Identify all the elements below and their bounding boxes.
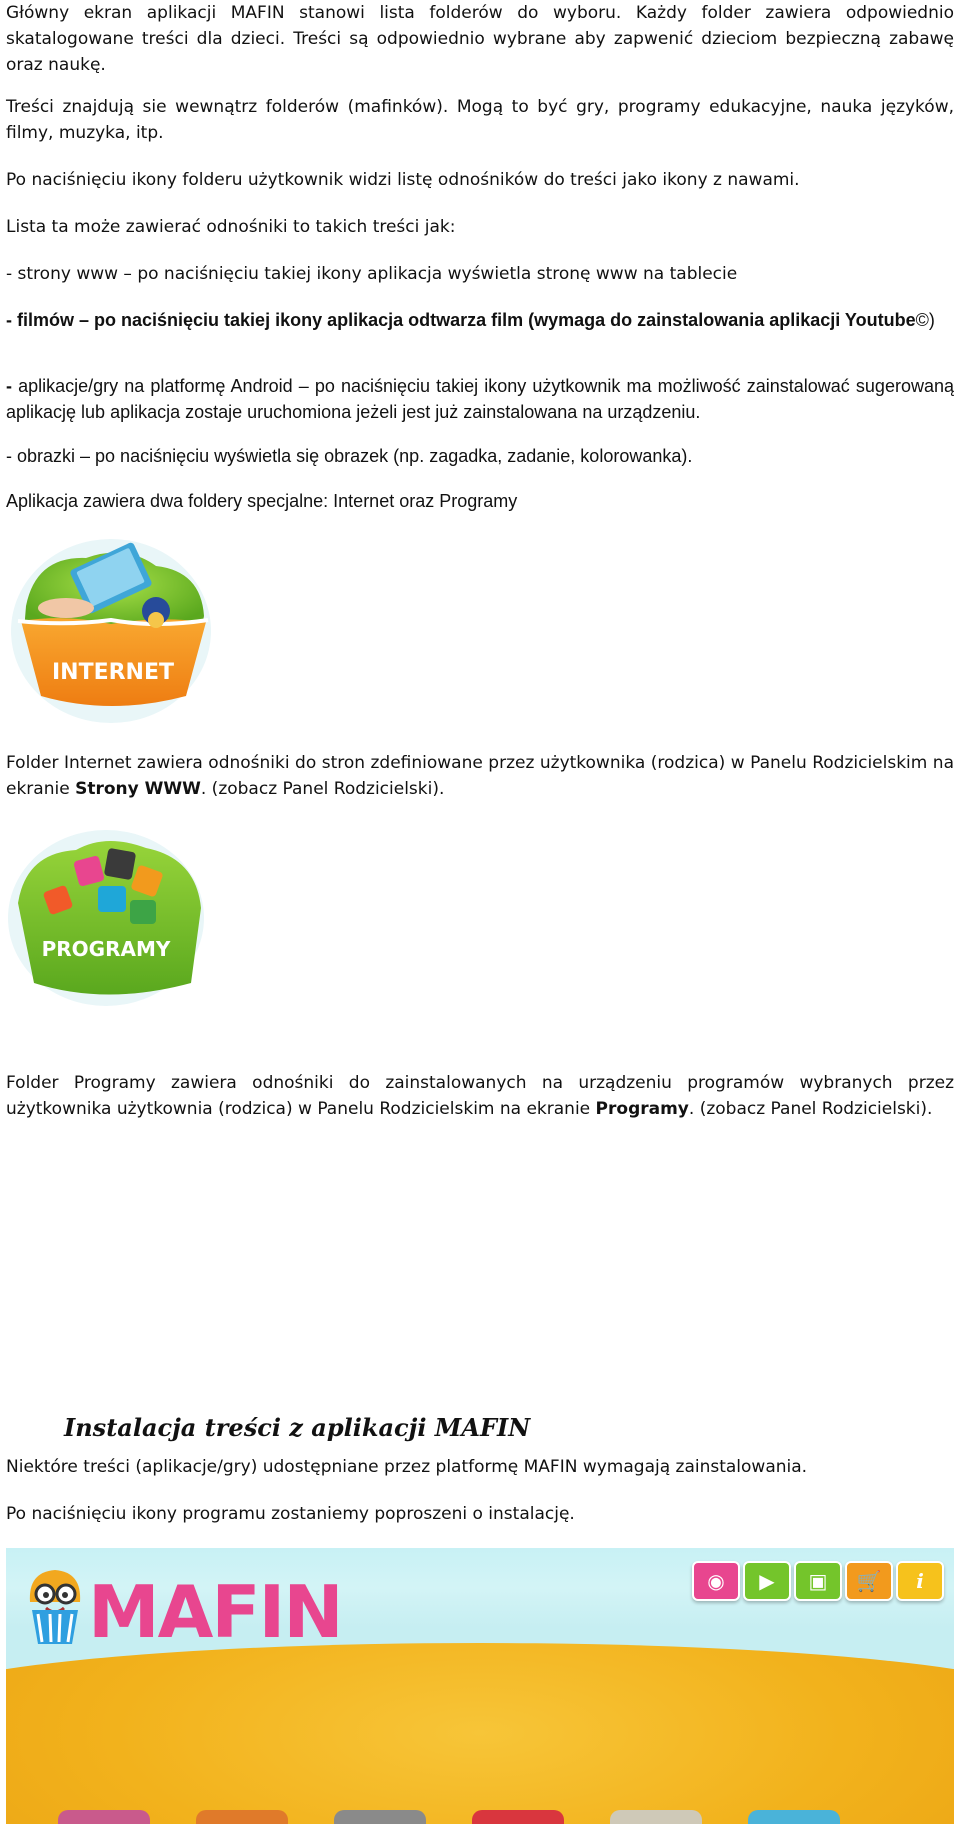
list-item-www: - strony www – po naciśnięciu takiej ikony aplikacja wyświetla stronę www na tablecie [6,264,738,284]
folder-tile[interactable] [58,1810,150,1824]
mafin-app-screenshot [6,1548,954,1824]
list-item-images: - obrazki – po naciśnięciu wyświetla się obrazek (np. zagadka, zadanie, kolorowanka). [6,446,693,466]
svg-text:PROGRAMY: PROGRAMY [41,937,171,961]
camera-icon: ◉ [707,1569,725,1593]
svg-text:INTERNET: INTERNET [51,660,175,685]
mafin-logo-text: MAFIN [88,1570,342,1654]
install-paragraph: Niektóre treści (aplikacje/gry) udostępniane przez platformę MAFIN wymagają zainstalowania. [6,1457,808,1477]
folder-icon-paragraph: Po naciśnięciu ikony folderu użytkownik widzi listę odnośników do treści jako ikony z nawami. [6,170,800,190]
folder-tile[interactable] [748,1810,840,1824]
mafin-logo [88,1572,342,1652]
folder-tiles-row [6,1810,954,1824]
intro-paragraph: Główny ekran aplikacji MAFIN stanowi lista folderów do wyboru. Każdy folder zawiera odpowiednio skatalogowane treści dla dzieci. Treści są odpowiednio wybrane aby zapwenić dzieciom bezpieczną zabawę oraz naukę. [6,3,954,75]
programy-folder-paragraph: Folder Programy zawiera odnośniki do zainstalowanych na urządzeniu programów wybranych przez użytkownika użytkownia (rodzica) w Panelu Rodzicielskim na ekranie Programy. (zobacz Panel Rodzicielski). [6,1073,954,1119]
internet-folder-icon [6,536,216,726]
screen-button[interactable] [794,1561,842,1601]
programy-folder-icon [6,828,216,1008]
list-intro-paragraph: Lista ta może zawierać odnośniki to takich treści jak: [6,217,456,237]
content-paragraph: Treści znajdują sie wewnątrz folderów (mafinków). Mogą to być gry, programy edukacyjne, nauka języków, filmy, muzyka, itp. [6,97,954,143]
folder-tile[interactable] [334,1810,426,1824]
camera-button[interactable] [692,1561,740,1601]
list-item-apps: - aplikacje/gry na platformę Android – po naciśnięciu takiej ikony użytkownik ma możliwość zainstalować sugerowaną aplikację lub aplikacja zostaje uruchomiona jeżeli jest już zainstalowana na urządzeniu. [6,376,954,422]
mafin-mascot-icon [20,1562,90,1652]
folder-tile[interactable] [196,1810,288,1824]
info-icon: i [916,1569,924,1593]
folder-tile[interactable] [472,1810,564,1824]
background-dunes [6,1643,954,1824]
video-camera-icon: ▶ [759,1569,775,1593]
video-button[interactable] [743,1561,791,1601]
install-prompt-paragraph: Po naciśnięciu ikony programu zostaniemy poproszeni o instalację. [6,1504,575,1524]
cart-icon: 🛒 [856,1569,882,1593]
screen-icon: ▣ [808,1569,828,1593]
special-folders-paragraph: Aplikacja zawiera dwa foldery specjalne: Internet oraz Programy [6,491,518,511]
section-heading: Instalacja treści z aplikacji MAFIN [64,1413,531,1442]
folder-tile[interactable] [610,1810,702,1824]
list-item-films: - filmów – po naciśnięciu takiej ikony aplikacja odtwarza film (wymaga do zainstalowania aplikacji Youtube©) [6,310,935,330]
cart-button[interactable] [845,1561,893,1601]
internet-folder-paragraph: Folder Internet zawiera odnośniki do stron zdefiniowane przez użytkownika (rodzica) w Panelu Rodzicielskim na ekranie Strony WWW. (zobacz Panel Rodzicielski). [6,753,954,799]
info-button[interactable] [896,1561,944,1601]
